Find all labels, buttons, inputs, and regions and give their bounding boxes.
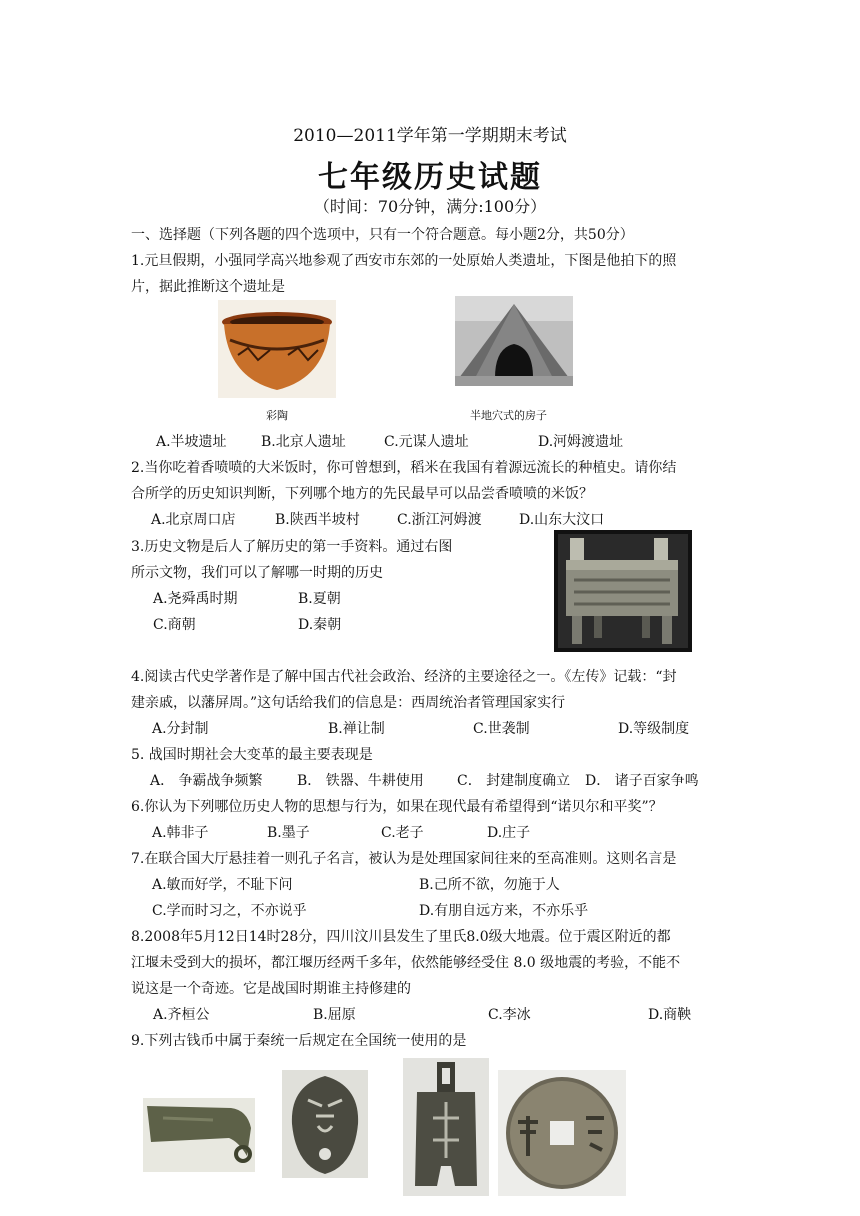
q2-option-d: D.山东大汶口 (519, 512, 605, 528)
q8-option-b: B.屈原 (313, 1007, 356, 1023)
bronze-ding-image (554, 530, 692, 652)
q8-option-a: A.齐桓公 (153, 1007, 210, 1023)
q1-option-d: D.河姆渡遗址 (538, 434, 624, 450)
q3-option-c: C.商朝 (153, 617, 196, 633)
q6-text-1: 6.你认为下列哪位历史人物的思想与行为，如果在现代最有希望得到“诺贝尔和平奖”？ (131, 799, 663, 815)
q2-text-2: 合所学的历史知识判断，下列哪个地方的先民最早可以品尝香喷喷的米饭？ (131, 486, 593, 502)
q6-option-b: B.墨子 (267, 825, 310, 841)
q4-option-d: D.等级制度 (618, 721, 690, 737)
ant-nose-coin-image (282, 1070, 368, 1178)
knife-coin-image (143, 1098, 255, 1172)
q5-option-a: A． 争霸战争频繁 (150, 773, 263, 789)
q8-option-d: D.商鞅 (648, 1007, 692, 1023)
q9-text-1: 9.下列古钱币中属于秦统一后规定在全国统一使用的是 (131, 1033, 467, 1049)
q5-option-b: B． 铁器、牛耕使用 (297, 773, 424, 789)
q4-text-1: 4.阅读古代史学著作是了解中国古代社会政治、经济的主要途径之一。《左传》记载：“封 (131, 669, 677, 685)
q4-option-c: C.世袭制 (473, 721, 530, 737)
q8-text-2: 江堰未受到大的损坏，都江堰历经两千多年，依然能够经受住 8.0 级地震的考验，不能不 (131, 955, 681, 971)
q6-option-c: C.老子 (381, 825, 424, 841)
exam-term: 2010—2011学年第一学期期末考试 (293, 126, 567, 146)
q3-option-a: A.尧舜禹时期 (153, 591, 238, 607)
caption-house: 半地穴式的房子 (470, 409, 547, 422)
q3-text-2: 所示文物，我们可以了解哪一时期的历史 (131, 565, 383, 581)
q4-option-b: B.禅让制 (328, 721, 385, 737)
q2-option-c: C.浙江河姆渡 (397, 512, 482, 528)
semi-subterranean-house-image (455, 296, 573, 386)
q7-option-c: C.学而时习之，不亦说乎 (152, 903, 307, 919)
q2-option-a: A.北京周口店 (151, 512, 236, 528)
q6-option-a: A.韩非子 (152, 825, 209, 841)
q7-option-b: B.己所不欲，勿施于人 (419, 877, 560, 893)
painted-pottery-image (218, 300, 336, 398)
q3-text-1: 3.历史文物是后人了解历史的第一手资料。通过右图 (131, 539, 453, 555)
q1-text-1: 1.元旦假期，小强同学高兴地参观了西安市东郊的一处原始人类遗址，下图是他拍下的照 (131, 253, 677, 269)
section-heading: 一、选择题（下列各题的四个选项中，只有一个符合题意。每小题2分，共50分） (131, 227, 634, 243)
q1-option-a: A.半坡遗址 (156, 434, 227, 450)
caption-pottery: 彩陶 (266, 409, 288, 422)
q6-option-d: D.庄子 (487, 825, 531, 841)
q2-option-b: B.陕西半坡村 (275, 512, 360, 528)
q5-option-c: C． 封建制度确立 (457, 773, 571, 789)
q3-option-b: B.夏朝 (298, 591, 341, 607)
q1-option-b: B.北京人遗址 (261, 434, 346, 450)
q7-text-1: 7.在联合国大厅悬挂着一则孔子名言，被认为是处理国家间往来的至高准则。这则名言是 (131, 851, 677, 867)
q1-text-2: 片，据此推断这个遗址是 (131, 279, 285, 295)
q5-option-d: D． 诸子百家争鸣 (585, 773, 699, 789)
page-title: 七年级历史试题 (318, 160, 542, 195)
q7-option-a: A.敏而好学，不耻下问 (152, 877, 293, 893)
q1-option-c: C.元谋人遗址 (384, 434, 469, 450)
q2-text-1: 2.当你吃着香喷喷的大米饭时，你可曾想到，稻米在我国有着源远流长的种植史。请你结 (131, 460, 677, 476)
spade-coin-image (403, 1058, 489, 1196)
q8-option-c: C.李冰 (488, 1007, 531, 1023)
q4-option-a: A.分封制 (152, 721, 209, 737)
banliang-round-coin-image (498, 1070, 626, 1196)
q8-text-3: 说这是一个奇迹。它是战国时期谁主持修建的 (131, 981, 411, 997)
q4-text-2: 建亲戚，以藩屏周。”这句话给我们的信息是：西周统治者管理国家实行 (131, 695, 566, 711)
exam-info: （时间：70分钟，满分:100分） (313, 197, 547, 216)
q3-option-d: D.秦朝 (298, 617, 342, 633)
q5-text-1: 5. 战国时期社会大变革的最主要表现是 (131, 747, 373, 763)
q7-option-d: D.有朋自远方来，不亦乐乎 (419, 903, 589, 919)
q8-text-1: 8.2008年5月12日14时28分，四川汶川县发生了里氏8.0级大地震。位于震区附近的都 (131, 929, 671, 945)
